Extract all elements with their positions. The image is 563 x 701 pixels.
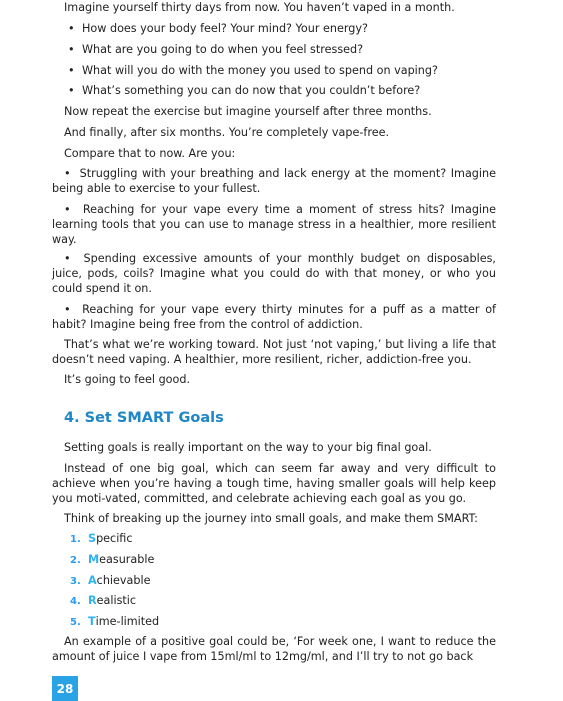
bullet-icon: • bbox=[64, 303, 83, 316]
page-number-badge: 28 bbox=[52, 676, 78, 701]
bullet-icon: • bbox=[68, 64, 75, 77]
bullet-icon: • bbox=[68, 43, 75, 56]
question-item bbox=[68, 42, 363, 57]
list-number: 1. bbox=[70, 534, 81, 545]
feel-good-paragraph: It’s going to feel good. bbox=[64, 373, 191, 386]
question-text: What will you do with the money you used to spend on vaping? bbox=[82, 64, 438, 77]
repeat-paragraph: Now repeat the exercise but imagine yourself after three months. bbox=[64, 105, 432, 118]
smart-intro-paragraph: Think of breaking up the journey into small goals, and make them SMART: bbox=[64, 512, 478, 525]
section-heading: 4. Set SMART Goals bbox=[64, 410, 224, 426]
smart-list-item bbox=[70, 531, 133, 547]
compare-paragraph: Compare that to now. Are you: bbox=[64, 147, 236, 160]
smart-word-rest: easurable bbox=[99, 553, 155, 566]
working-toward-paragraph: That’s what we’re working toward. Not just ‘not vaping,’ but living a life that doesn’t need vaping. A healthier, more resilient, richer, addiction-free you. bbox=[52, 338, 496, 366]
question-item bbox=[68, 63, 438, 78]
list-number: 3. bbox=[70, 576, 81, 587]
finally-paragraph: And finally, after six months. You’re completely vape-free. bbox=[64, 126, 390, 139]
smart-letter: S bbox=[88, 532, 97, 545]
smart-word-rest: ealistic bbox=[96, 594, 137, 607]
question-item bbox=[68, 83, 420, 98]
smart-letter: M bbox=[88, 553, 100, 566]
bullet-icon: • bbox=[68, 84, 75, 97]
question-item bbox=[68, 21, 368, 36]
bullet-icon: • bbox=[64, 203, 83, 216]
smart-letter: T bbox=[88, 615, 96, 628]
contrast-text: Struggling with your breathing and lack energy at the moment? Imagine being able to exercise to your fullest. bbox=[52, 167, 496, 195]
list-number: 5. bbox=[70, 617, 81, 628]
smart-letter: R bbox=[88, 594, 97, 607]
contrast-item bbox=[52, 166, 496, 196]
bullet-icon: • bbox=[64, 252, 84, 265]
question-text: What are you going to do when you feel stressed? bbox=[82, 43, 364, 56]
intro-paragraph: Imagine yourself thirty days from now. You haven’t vaped in a month. bbox=[64, 1, 455, 14]
question-text: How does your body feel? Your mind? Your energy? bbox=[82, 22, 368, 35]
smart-list-item bbox=[70, 573, 150, 589]
example-paragraph: An example of a positive goal could be, ‘For week one, I want to reduce the amount of juice I vape from 15ml/ml to 12mg/ml, and I’ll try to not go back bbox=[52, 635, 496, 663]
contrast-item bbox=[52, 202, 496, 247]
goals-intro-paragraph: Setting goals is really important on the way to your big final goal. bbox=[64, 441, 432, 454]
bullet-icon: • bbox=[64, 167, 80, 180]
question-text: What’s something you can do now that you couldn’t before? bbox=[82, 84, 421, 97]
smart-letter: A bbox=[88, 574, 97, 587]
smart-word-rest: chievable bbox=[96, 574, 151, 587]
contrast-item bbox=[52, 302, 496, 332]
bullet-icon: • bbox=[68, 22, 75, 35]
contrast-text: Reaching for your vape every thirty minutes for a puff as a matter of habit? Imagine being free from the control of addiction. bbox=[52, 303, 496, 331]
list-number: 2. bbox=[70, 555, 81, 566]
smart-list-item bbox=[70, 593, 136, 609]
smart-list-item bbox=[70, 552, 154, 568]
smart-word-rest: ime-limited bbox=[95, 615, 160, 628]
contrast-text: Spending excessive amounts of your monthly budget on disposables, juice, pods, coils? Imagine what you could do with that money, or who you could spend it on. bbox=[52, 252, 496, 295]
smart-word-rest: pecific bbox=[96, 532, 133, 545]
contrast-item bbox=[52, 251, 496, 296]
smart-list-item bbox=[70, 614, 159, 630]
goals-body-paragraph: Instead of one big goal, which can seem far away and very difficult to achieve when you’re having a tough time, having smaller goals will help keep you moti-vated, committed, and celebrate achieving each goal as you go. bbox=[52, 462, 496, 505]
list-number: 4. bbox=[70, 596, 81, 607]
contrast-text: Reaching for your vape every time a moment of stress hits? Imagine learning tools that you can use to manage stress in a healthier, more resilient way. bbox=[52, 203, 496, 246]
